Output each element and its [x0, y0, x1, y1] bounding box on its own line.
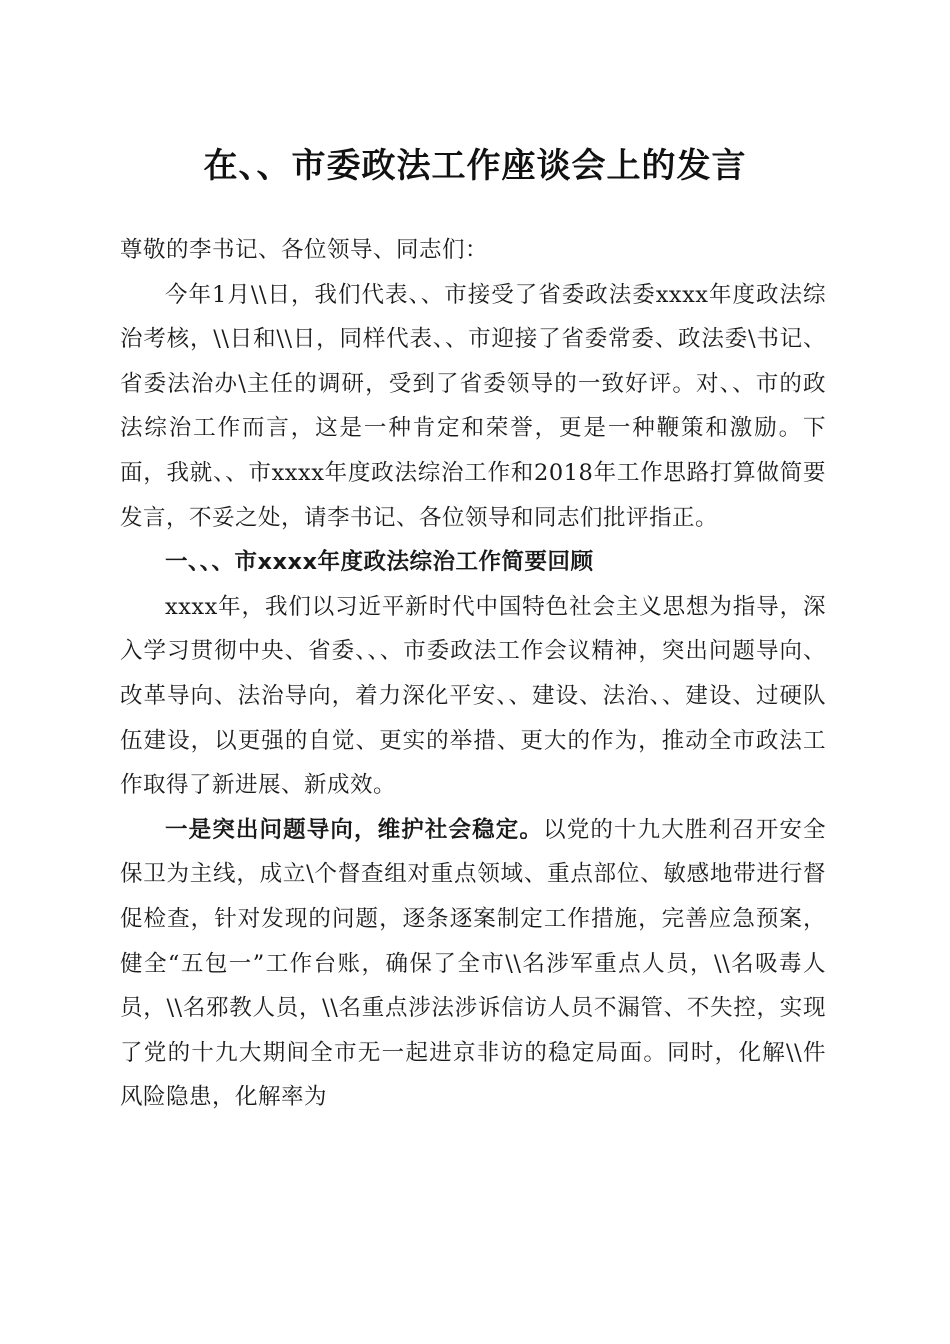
paragraph-stability-text: 以党的十九大胜利召开安全保卫为主线，成立\个督查组对重点领域、重点部位、敏感地带进行督促检查，针对发现的问题，逐条逐案制定工作措施，完善应急预案，健全“五包一”工作台账，确保了全市\\名涉军重点人员，\\名吸毒人员，\\名邪教人员，\\名重点涉法涉诉信访人员不漏管、不失控，实现了党的十九大期间全市无一起进京非访的稳定局面。同时，化解\\件风险隐患，化解率为: [120, 816, 826, 1111]
section-heading: 一、、、市xxxx年度政法综治工作简要回顾: [165, 549, 594, 576]
salutation: 尊敬的李书记、各位领导、同志们：: [120, 237, 489, 263]
document-body: [120, 228, 826, 1120]
paragraph-review: xxxx年，我们以习近平新时代中国特色社会主义思想为指导，深入学习贯彻中央、省委、、、市委政法工作会议精神，突出问题导向、改革导向、法治导向，着力深化平安、、建设、法治、、建设、过硬队伍建设，以更强的自觉、更实的举措、更大的作为，推动全市政法工作取得了新进展、新成效。: [120, 593, 826, 799]
paragraph-lead-phrase: 一是突出问题导向，维护社会稳定。: [165, 816, 544, 843]
paragraph-stability: [120, 808, 826, 1120]
paragraph-intro: 今年1月\\日，我们代表、、市接受了省委政法委xxxx年度政法综治考核，\\日和\\日，同样代表、、市迎接了省委常委、政法委\书记、省委法治办\主任的调研，受到了省委领导的一致好评。对、、市的政法综治工作而言，这是一种肯定和荣誉，更是一种鞭策和激励。下面，我就、、市xxxx年度政法综治工作和2018年工作思路打算做简要发言，不妥之处，请李书记、各位领导和同志们批评指正。: [120, 281, 826, 531]
document-title: 在、、市委政法工作座谈会上的发言: [203, 146, 747, 186]
